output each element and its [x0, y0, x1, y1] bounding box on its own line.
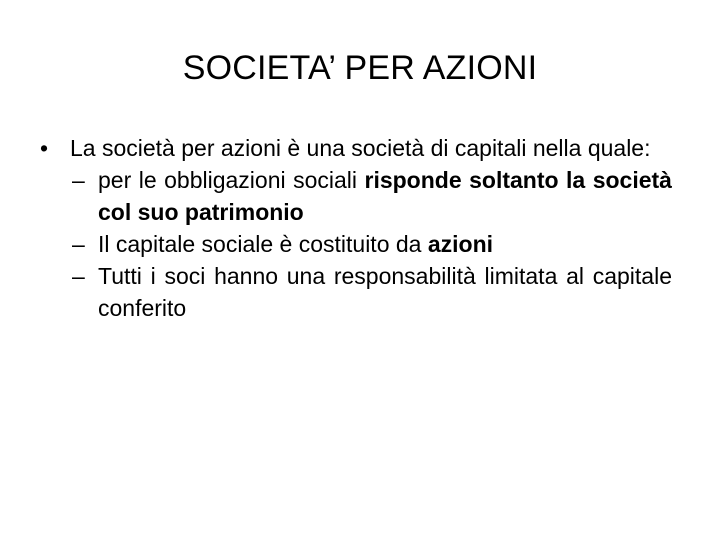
sub-item-text: per le obbligazioni sociali [98, 167, 365, 193]
slide-title: SOCIETA’ PER AZIONI [182, 49, 538, 87]
sub-item-dash: – [72, 167, 85, 193]
sub-item-text: Il capitale sociale è costituito da [98, 231, 428, 257]
sub-item-dash: – [72, 263, 85, 289]
sub-item-text: Tutti i soci hanno una responsabilità limitata al capitale conferito [98, 263, 672, 321]
sub-item-bold-text: azioni [427, 231, 494, 257]
sub-item-soci [40, 260, 680, 324]
bullet-item [40, 132, 680, 164]
sub-item-capitale [40, 228, 680, 260]
bullet-text: La società per azioni è una società di capitali nella quale: [70, 135, 651, 161]
bullet-marker: • [40, 135, 49, 161]
sub-item-dash: – [72, 231, 85, 257]
sub-item-bold-text: risponde soltanto la società col suo patrimonio [98, 167, 672, 225]
sub-item-obbligazioni [40, 164, 680, 228]
slide-body [40, 132, 680, 324]
